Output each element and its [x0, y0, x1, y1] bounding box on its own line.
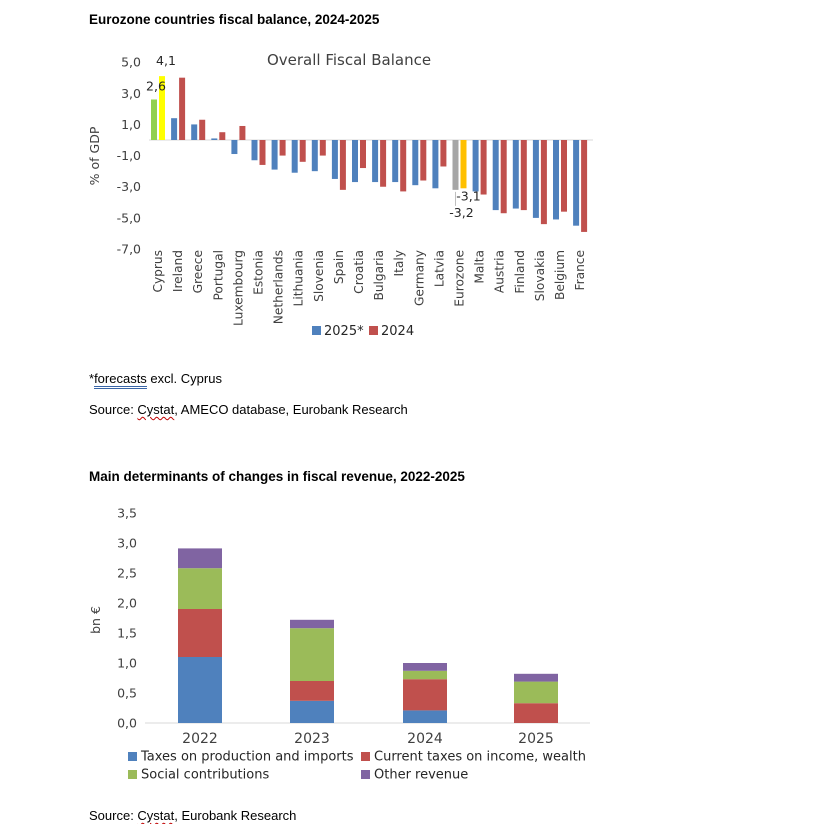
y-tick-label: 1,5 [117, 625, 137, 641]
stack-2024-Taxes on production and imports [403, 710, 447, 723]
legend-swatch-Social contributions [128, 770, 137, 779]
category-label: Finland [512, 250, 527, 294]
y-tick-label: -1,0 [116, 148, 141, 164]
category-label: Austria [492, 250, 507, 294]
footnote-star: * [89, 371, 95, 386]
bar-Malta-2024 [481, 140, 487, 195]
bar-Spain-2025* [332, 140, 338, 179]
category-label: 2025 [518, 731, 554, 747]
bar-Greece-2024 [199, 120, 205, 140]
data-label: 2,6 [146, 78, 166, 94]
bar-Spain-2024 [340, 140, 346, 190]
stack-2022-Taxes on production and imports [178, 657, 222, 723]
category-label: Italy [392, 250, 407, 277]
bar-Ireland-2025* [171, 118, 177, 140]
footnote-underlined-word: forecasts [94, 371, 147, 389]
category-label: Croatia [352, 250, 366, 294]
chart1-y-axis-label: % of GDP [87, 126, 102, 186]
category-label: Malta [472, 250, 487, 284]
y-tick-label: 2,0 [117, 595, 137, 611]
stack-2022-Social contributions [178, 568, 222, 609]
stack-2025-Other revenue [514, 674, 558, 682]
y-tick-label: 3,0 [117, 535, 137, 551]
category-label: Germany [412, 250, 427, 307]
category-label: Spain [331, 250, 346, 285]
bar-Croatia-2024 [360, 140, 366, 168]
bar-Slovakia-2025* [533, 140, 539, 218]
source2-label: Source: [89, 808, 138, 823]
footnote-rest: excl. Cyprus [146, 371, 222, 386]
bar-Belgium-2025* [553, 140, 559, 219]
y-tick-label: 5,0 [121, 54, 141, 70]
category-label: 2024 [407, 731, 443, 747]
category-label: Slovenia [311, 250, 326, 302]
legend-swatch-Taxes on production and imports [128, 752, 137, 761]
y-tick-label: 3,5 [117, 505, 137, 521]
data-label: -3,2 [449, 204, 474, 220]
stack-2024-Other revenue [403, 663, 447, 671]
bar-France-2024 [581, 140, 587, 232]
stack-2024-Social contributions [403, 671, 447, 679]
bar-Luxembourg-2024 [239, 126, 245, 140]
bar-Croatia-2025* [352, 140, 358, 182]
data-label: -3,1 [456, 188, 481, 204]
bar-Estonia-2024 [260, 140, 266, 165]
y-tick-label: -3,0 [116, 179, 141, 195]
category-label: 2023 [294, 731, 330, 747]
category-label: Ireland [171, 250, 186, 293]
category-label: Slovakia [532, 250, 547, 302]
bar-Portugal-2024 [219, 132, 225, 140]
category-label: Luxembourg [231, 250, 246, 326]
bar-France-2025* [573, 140, 579, 226]
category-label: Portugal [211, 250, 226, 301]
source1-underlined-word: Cystat [137, 402, 175, 417]
bar-Lithuania-2025* [292, 140, 298, 173]
stack-2023-Current taxes on income, wealth [290, 681, 334, 701]
legend-swatch-2024 [369, 326, 378, 335]
stack-2024-Current taxes on income, wealth [403, 679, 447, 710]
footnote [89, 371, 222, 386]
stack-2022-Other revenue [178, 548, 222, 568]
legend-label: Social contributions [141, 767, 270, 783]
bar-Netherlands-2024 [280, 140, 286, 156]
bar-Portugal-2025* [211, 138, 217, 140]
bar-Eurozone-2024 [461, 140, 467, 188]
bar-Estonia-2025* [252, 140, 258, 160]
source1-rest: , AMECO database, Eurobank Research [174, 402, 408, 417]
category-label: Cyprus [151, 250, 165, 293]
bar-Bulgaria-2024 [380, 140, 386, 187]
bar-Germany-2025* [412, 140, 418, 185]
chart2-y-axis-label: bn € [88, 606, 103, 634]
legend-label: Taxes on production and imports [141, 749, 354, 765]
stack-2023-Taxes on production and imports [290, 701, 334, 723]
bar-Slovenia-2025* [312, 140, 318, 171]
bar-Finland-2024 [521, 140, 527, 210]
stack-2023-Other revenue [290, 620, 334, 628]
y-tick-label: 3,0 [121, 85, 141, 101]
chart1-heading: Eurozone countries fiscal balance, 2024-2025 [89, 12, 380, 27]
source-line-2 [89, 808, 296, 823]
category-label: Bulgaria [372, 250, 387, 301]
legend-swatch-Other revenue [361, 770, 370, 779]
bar-Latvia-2025* [432, 140, 438, 188]
category-label: Lithuania [291, 250, 306, 307]
legend-swatch-2025* [312, 326, 321, 335]
stack-2023-Social contributions [290, 628, 334, 681]
bar-Austria-2024 [501, 140, 507, 213]
bar-Bulgaria-2025* [372, 140, 378, 182]
bar-Italy-2024 [400, 140, 406, 191]
bar-Malta-2025* [473, 140, 479, 191]
chart1-title: Overall Fiscal Balance [266, 51, 432, 69]
bar-Lithuania-2024 [300, 140, 306, 162]
bar-Greece-2025* [191, 124, 197, 140]
bar-Ireland-2024 [179, 78, 185, 140]
data-label: 4,1 [156, 53, 176, 69]
chart2-heading: Main determinants of changes in fiscal revenue, 2022-2025 [89, 469, 465, 484]
bar-Slovenia-2024 [320, 140, 326, 156]
source2-rest: , Eurobank Research [174, 808, 297, 823]
stack-2022-Current taxes on income, wealth [178, 609, 222, 657]
fiscal-revenue-chart [85, 495, 605, 795]
legend-label: 2025* [324, 324, 364, 339]
y-tick-label: -5,0 [116, 210, 141, 226]
y-tick-label: 2,5 [117, 565, 137, 581]
fiscal-balance-chart [85, 38, 605, 350]
bar-Eurozone-2025* [453, 140, 459, 190]
y-tick-label: -7,0 [116, 241, 141, 257]
category-label: Belgium [553, 250, 567, 300]
y-tick-label: 0,5 [117, 685, 137, 701]
category-label: France [573, 250, 588, 291]
legend-swatch-Current taxes on income, wealth [361, 752, 370, 761]
bar-Slovakia-2024 [541, 140, 547, 224]
bar-Belgium-2024 [561, 140, 567, 212]
bar-Italy-2025* [392, 140, 398, 182]
source-line-1 [89, 402, 408, 417]
y-tick-label: 1,0 [117, 655, 137, 671]
y-tick-label: 0,0 [117, 715, 137, 731]
bar-Finland-2025* [513, 140, 519, 209]
category-label: Netherlands [271, 250, 286, 325]
category-label: Eurozone [452, 250, 467, 307]
source2-underlined-word: Cystat [137, 808, 175, 823]
stack-2025-Current taxes on income, wealth [514, 703, 558, 723]
category-label: Latvia [432, 250, 447, 288]
bar-Luxembourg-2025* [231, 140, 237, 154]
bar-Austria-2025* [493, 140, 499, 210]
stack-2025-Social contributions [514, 682, 558, 704]
category-label: Greece [191, 250, 206, 294]
bar-Germany-2024 [420, 140, 426, 181]
legend-label: 2024 [381, 324, 415, 339]
category-label: 2022 [182, 731, 218, 747]
category-label: Estonia [251, 250, 266, 295]
legend-label: Current taxes on income, wealth [374, 749, 586, 765]
legend-label: Other revenue [374, 767, 469, 783]
y-tick-label: 1,0 [121, 116, 141, 132]
bar-Cyprus-2025* [151, 99, 157, 140]
source1-label: Source: [89, 402, 138, 417]
bar-Latvia-2024 [440, 140, 446, 166]
bar-Netherlands-2025* [272, 140, 278, 170]
